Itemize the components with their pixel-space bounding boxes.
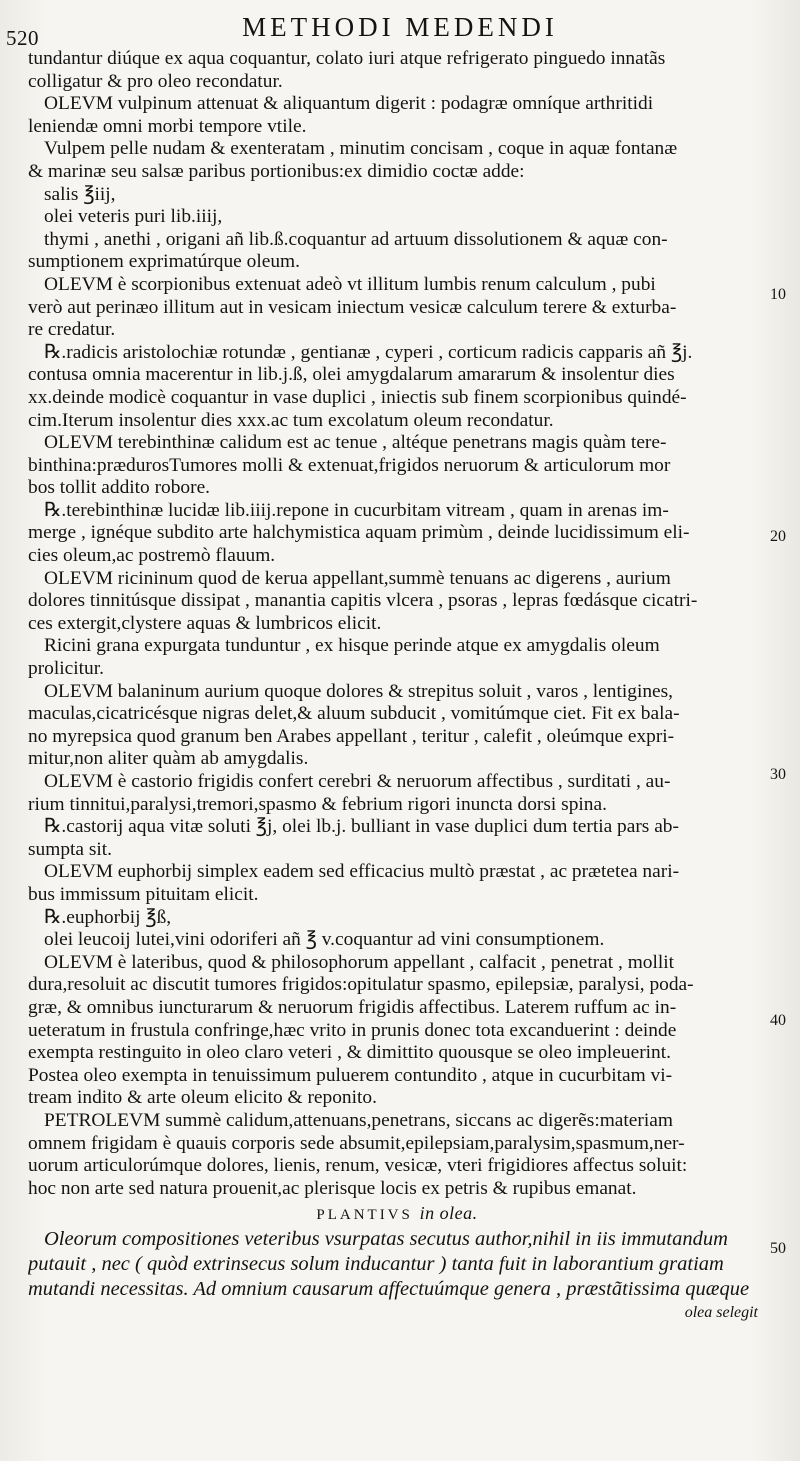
section-heading	[28, 1202, 766, 1227]
text-line: cies oleum,ac postremò flauum.	[28, 545, 276, 567]
text-line: tream indito & arte oleum elicito & reponito.	[28, 1087, 377, 1109]
note-line: Oleorum compositiones veteribus vsurpatas secutus author,nihil in iis immutandum	[44, 1227, 728, 1250]
main-text	[28, 48, 766, 1324]
text-line: thymi , anethi , origani añ lib.ß.coquantur ad artuum dissolutionem & aquæ con-	[44, 228, 668, 250]
margin-line-number: 50	[770, 1240, 786, 1257]
text-line: græ, & omnibus iuncturarum & neruorum frigidis affectibus. Laterem ruffum ac in-	[28, 996, 677, 1018]
text-line: olei veteris puri lib.iiij,	[44, 206, 223, 228]
text-line: rium tinnitui,paralysi,tremori,spasmo & febrium rigori inuncta dorsi spina.	[28, 793, 607, 815]
text-line: olei leucoij lutei,vini odoriferi añ ℥ v.coquantur ad vini consumptionem.	[44, 929, 605, 951]
text-line: uorum articulorúmque dolores, lienis, renum, vesicæ, vteri frigidiores affectus soluit:	[28, 1155, 688, 1177]
text-line: colligatur & pro oleo recondatur.	[28, 70, 283, 92]
text-line: OLEVM vulpinum attenuat & aliquantum digerit : podagræ omníque arthritidi	[44, 93, 654, 115]
text-line: Ricini grana expurgata tunduntur , ex hisque perinde atque ex amygdalis oleum	[44, 635, 660, 657]
text-line: dolores tinnitúsque dissipat , manantia capitis vlcera , psoras , lepras fœdásque cicatri-	[28, 590, 698, 612]
margin-line-number: 40	[770, 1012, 786, 1029]
text-line: tundantur diúque ex aqua coquantur, colato iuri atque refrigerato pinguedo innatãs	[28, 48, 666, 69]
text-line: maculas,cicatricésque nigras delet,& aluum subducit , vomitúmque ciet. Fit ex bala-	[28, 703, 680, 725]
text-line: OLEVM balaninum aurium quoque dolores & strepitus soluit , varos , lentigines,	[44, 680, 674, 702]
margin-line-number: 10	[770, 286, 786, 303]
text-line: verò aut perinæo illitum aut in vesicam iniectum vesicæ calculum terere & exturba-	[28, 296, 677, 318]
text-line: prolicitur.	[28, 658, 104, 680]
text-line: hoc non arte sed natura prouenit,ac plerisque locis ex petris & rupibus emanat.	[28, 1177, 637, 1199]
text-line: omnem frigidam è quauis corporis sede absumit,epilepsiam,paralysim,spasmum,ner-	[28, 1132, 685, 1154]
text-line: ℞.euphorbij ℥ß,	[44, 906, 172, 928]
plantius-rest: in olea.	[419, 1203, 478, 1224]
catchword: olea selegit	[684, 1303, 758, 1321]
text-line: ℞.castorij aqua vitæ soluti ℥j, olei lb.j. bulliant in vase duplici dum tertia pars ab-	[44, 816, 679, 838]
text-line: xx.deinde modicè coquantur in vase duplici , iniectis sub finem scorpionibus quindé-	[28, 386, 687, 408]
running-title: METHODI MEDENDI	[242, 12, 558, 42]
text-line: & marinæ seu salsæ paribus portionibus:ex dimidio coctæ adde:	[28, 160, 525, 182]
text-line: leniendæ omni morbi tempore vtile.	[28, 115, 307, 137]
text-line: merge , ignéque subdito arte halchymistica aquam primùm , deinde lucidissimum eli-	[28, 522, 690, 544]
text-line: OLEVM euphorbij simplex eadem sed efficacius multò præstat , ac prætetea nari-	[44, 861, 680, 883]
text-line: ueteratum in frustula confringe,hæc vrito in prunis donec tota excanduerint : deinde	[28, 1019, 677, 1041]
text-line: OLEVM è castorio frigidis confert cerebri & neruorum affectibus , surditati , au-	[44, 771, 671, 792]
text-line: OLEVM è scorpionibus extenuat adeò vt illitum lumbis renum calculum , pubi	[44, 273, 656, 295]
text-line: binthina:prædurosTumores molli & extenuat,frigidos neruorum & articulorum mor	[28, 454, 671, 476]
text-line: sumpta sit.	[28, 838, 113, 860]
text-line: OLEVM è lateribus, quod & philosophorum appellant , calfacit , penetrat , mollit	[44, 951, 675, 973]
text-line: salis ℥iij,	[44, 183, 116, 205]
note-line: mutandi necessitas. Ad omnium causarum affectuúmque genera , præstãtissima quæque	[28, 1277, 750, 1300]
margin-line-number: 20	[770, 528, 786, 545]
note-line: putauit , nec ( quòd extrinsecus solum inducantur ) tanta fuit in laborantium gratiam	[28, 1252, 724, 1275]
text-line: bus immissum pituitam elicit.	[28, 883, 259, 905]
text-line: contusa omnia macerentur in lib.j.ß, olei amygdalarum amararum & insolentur dies	[28, 364, 675, 386]
page-number: 520	[6, 26, 39, 50]
text-line: OLEVM terebinthinæ calidum est ac tenue , altéque penetrans magis quàm tere-	[44, 432, 667, 454]
text-line: sumptionem exprimatúrque oleum.	[28, 251, 300, 273]
text-line: ℞.radicis aristolochiæ rotundæ , gentianæ , cyperi , corticum radicis capparis añ ℥j.	[44, 341, 693, 363]
text-line: cim.Iterum insolentur dies xxx.ac tum excolatum oleum recondatur.	[28, 409, 554, 431]
page-header	[0, 6, 800, 50]
editor-note	[28, 1227, 766, 1302]
text-line: exempta restinguito in oleo claro veteri , & dimittito quousque se oleo impleuerint.	[28, 1042, 671, 1064]
margin-line-number: 30	[770, 766, 786, 783]
text-line: dura,resoluit ac discutit tumores frigidos:opitulatur spasmo, epilepsiæ, paralysi, poda-	[28, 974, 694, 996]
text-line: ces extergit,clystere aquas & lumbricos elicit.	[28, 612, 382, 634]
text-line: mitur,non aliter quàm ab amygdalis.	[28, 748, 309, 770]
text-line: ℞.terebinthinæ lucidæ lib.iiij.repone in cucurbitam vitream , quam in arenas im-	[44, 499, 669, 521]
text-line: re credatur.	[28, 319, 116, 341]
text-line: Vulpem pelle nudam & exenteratam , minutim concisam , coque in aquæ fontanæ	[44, 138, 678, 160]
text-line: no myrepsica quod granum ben Arabes appellant , teritur , calefit , oleúmque expri-	[28, 725, 675, 747]
text-line: Postea oleo exempta in tenuissimum puluerem contundito , atque in cucurbitam vi-	[28, 1064, 673, 1086]
plantius-name: PLANTIVS	[316, 1207, 413, 1224]
text-line: bos tollit addito robore.	[28, 477, 211, 499]
text-line: OLEVM ricininum quod de kerua appellant,summè tenuans ac digerens , aurium	[44, 567, 671, 589]
text-line: PETROLEVM summè calidum,attenuans,penetrans, siccans ac digerẽs:materiam	[44, 1109, 673, 1131]
